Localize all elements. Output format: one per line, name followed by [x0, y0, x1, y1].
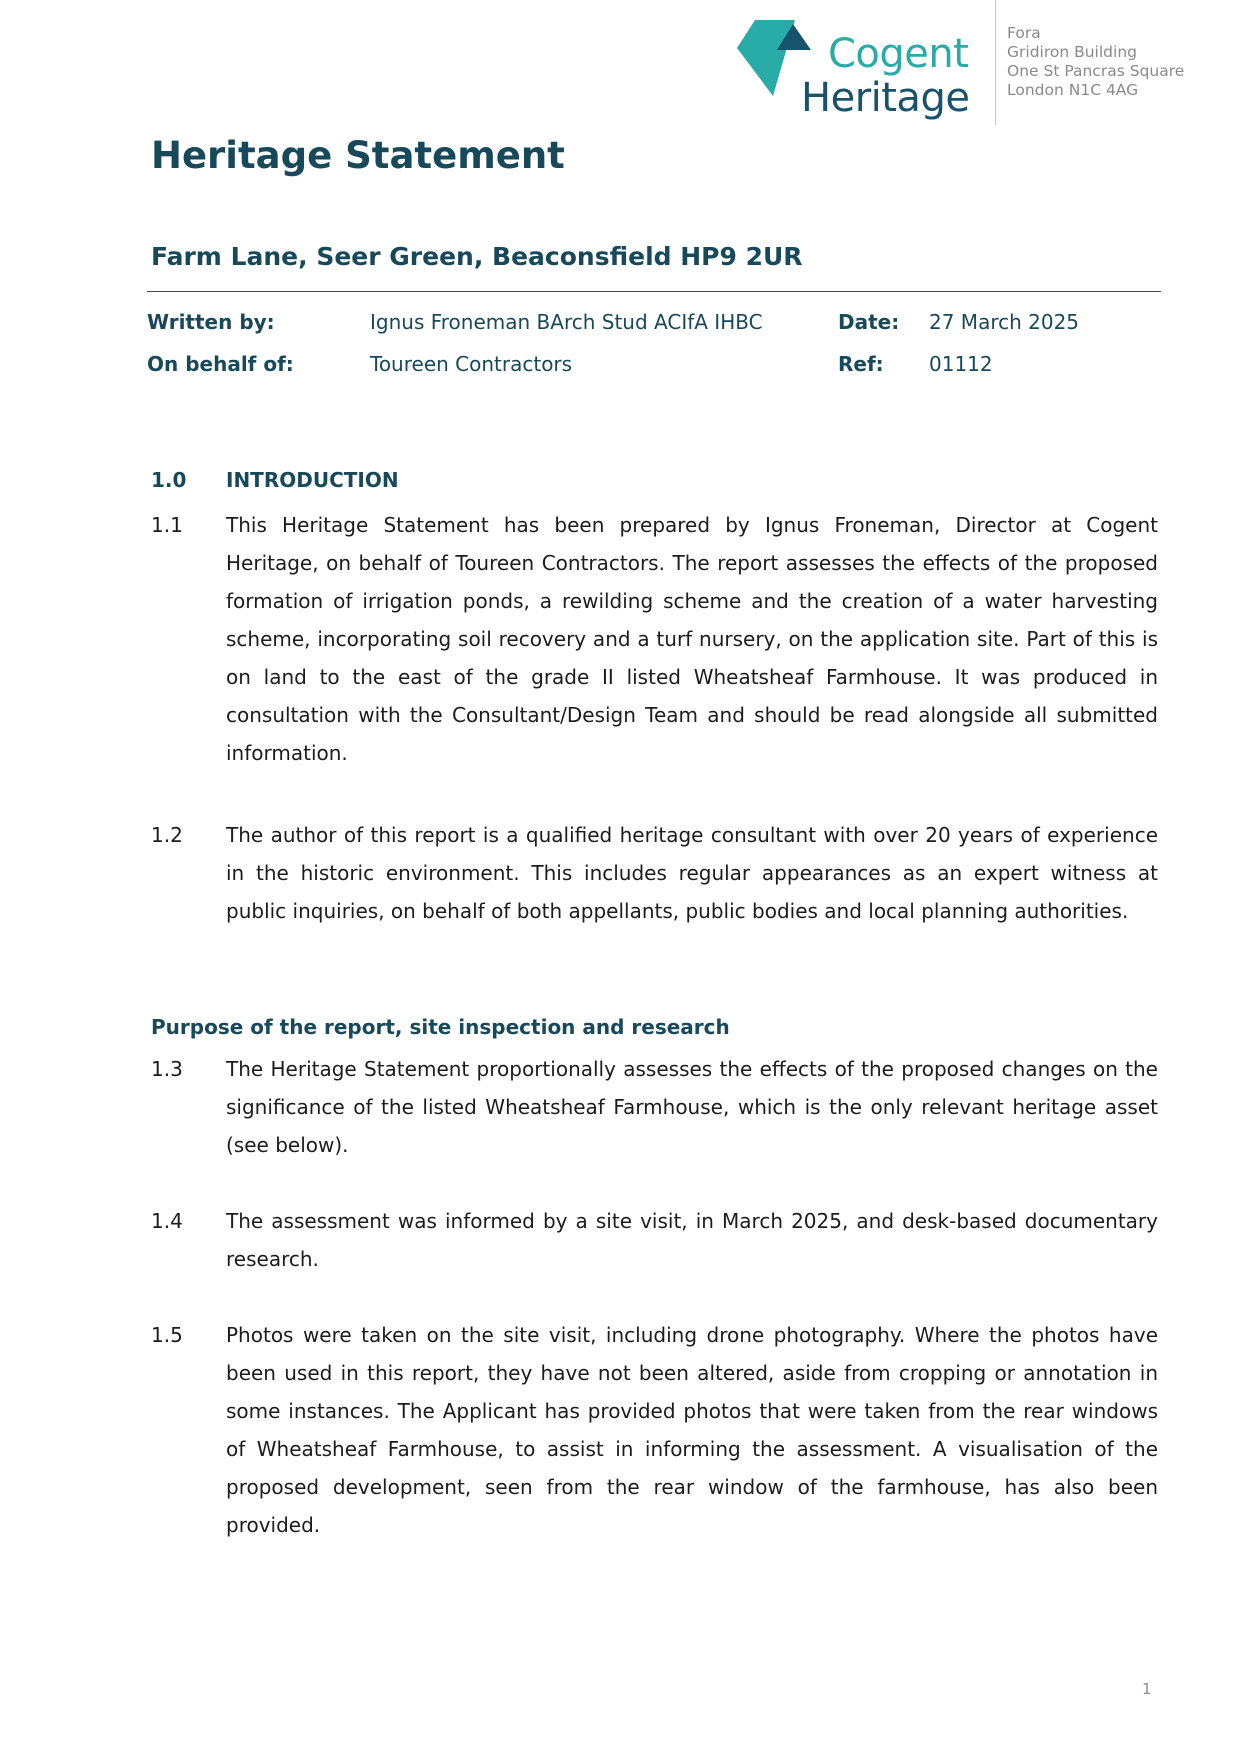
section-title: INTRODUCTION [226, 468, 399, 492]
paragraph-text: The Heritage Statement proportionally assesses the effects of the proposed changes on the significance of the listed Wheatsheaf Farmhouse, which is the only relevant heritage asset (see below). [226, 1057, 1158, 1157]
page-number: 1 [1142, 1680, 1152, 1698]
address-line: Gridiron Building [1007, 43, 1137, 61]
subheading-purpose: Purpose of the report, site inspection and research [151, 1015, 730, 1039]
written-by-value: Ignus Froneman BArch Stud ACIfA IHBC [370, 310, 763, 334]
paragraph-number: 1.5 [151, 1323, 183, 1347]
on-behalf-value: Toureen Contractors [370, 352, 573, 376]
paragraph-number: 1.1 [151, 513, 183, 537]
address-line: One St Pancras Square [1007, 62, 1185, 80]
date-label: Date: [838, 310, 900, 334]
paragraph-1-4 [151, 1202, 1158, 1278]
cogent-heritage-logo [735, 18, 980, 121]
section-heading-introduction [151, 468, 399, 492]
paragraph-number: 1.3 [151, 1057, 183, 1081]
address-line: Fora [1007, 24, 1041, 42]
company-address [1007, 24, 1184, 100]
on-behalf-label: On behalf of: [147, 352, 294, 376]
site-address-subtitle: Farm Lane, Seer Green, Beaconsfield HP9 2UR [151, 242, 803, 271]
header-divider [995, 0, 996, 125]
paragraph-1-5 [151, 1316, 1158, 1544]
paragraph-text: The author of this report is a qualified heritage consultant with over 20 years of experience in the historic environment. This includes regular appearances as an expert witness at public inquiries, on behalf of both appellants, public bodies and local planning authorities. [226, 823, 1158, 923]
paragraph-text: This Heritage Statement has been prepared by Ignus Froneman, Director at Cogent Heritage, on behalf of Toureen Contractors. The report assesses the effects of the proposed formation of irrigation ponds, a rewilding scheme and the creation of a water harvesting scheme, incorporating soil recovery and a turf nursery, on the application site. Part of this is on land to the east of the grade II listed Wheatsheaf Farmhouse. It was produced in consultation with the Consultant/Design Team and should be read alongside all submitted information. [226, 513, 1158, 765]
logo-text-cogent: Cogent [828, 31, 969, 77]
paragraph-number: 1.2 [151, 823, 183, 847]
address-line: London N1C 4AG [1007, 81, 1139, 99]
paragraph-number: 1.4 [151, 1209, 183, 1233]
section-number: 1.0 [151, 468, 187, 492]
ref-value: 01112 [929, 352, 993, 376]
written-by-label: Written by: [147, 310, 275, 334]
ref-label: Ref: [838, 352, 884, 376]
paragraph-1-1 [151, 506, 1158, 772]
paragraph-1-3 [151, 1050, 1158, 1164]
title-divider [147, 291, 1161, 292]
paragraph-1-2 [151, 816, 1158, 930]
logo-text-heritage: Heritage [801, 75, 970, 121]
document-title: Heritage Statement [151, 134, 565, 177]
paragraph-text: The assessment was informed by a site visit, in March 2025, and desk-based documentary research. [226, 1209, 1158, 1271]
date-value: 27 March 2025 [929, 310, 1080, 334]
paragraph-text: Photos were taken on the site visit, including drone photography. Where the photos have been used in this report, they have not been altered, aside from cropping or annotation in some instances. The Applicant has provided photos that were taken from the rear windows of Wheatsheaf Farmhouse, to assist in informing the assessment. A visualisation of the proposed development, seen from the rear window of the farmhouse, has also been provided. [226, 1323, 1158, 1537]
